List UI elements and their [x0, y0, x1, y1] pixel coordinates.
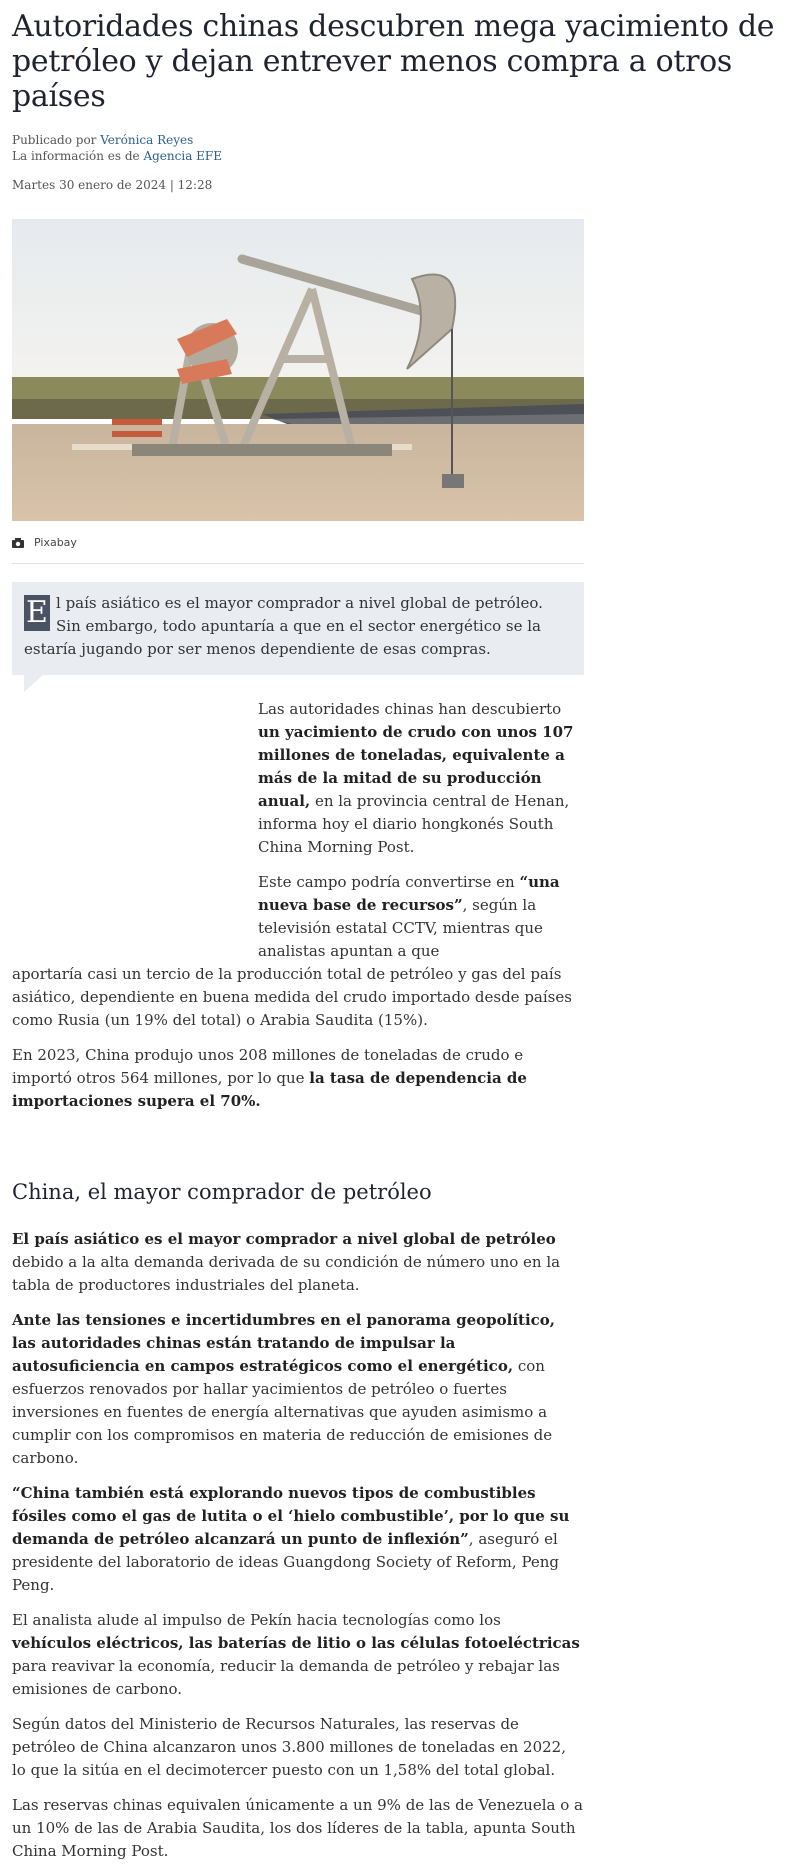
source-link[interactable]: Agencia EFE	[143, 149, 223, 164]
paragraph: El analista alude al impulso de Pekín hacia tecnologías como los vehículos eléctricos, las baterías de litio o las células fotoeléctricas para reavivar la economía, reducir la demanda de petróleo y rebajar las emisiones de carbono.	[12, 1611, 580, 1698]
byline	[12, 132, 788, 164]
paragraph: Según datos del Ministerio de Recursos Naturales, las reservas de petróleo de China alcanzaron unos 3.800 millones de toneladas en 2022, lo que la sitúa en el decimotercer puesto con un 1,58% del total global.	[12, 1715, 566, 1779]
source-prefix: La información es de	[12, 149, 140, 164]
article-body	[12, 698, 584, 1125]
photo-credit	[12, 536, 77, 549]
paragraph: En 2023, China produjo unos 208 millones de toneladas de crudo e importó otros 564 millones, por lo que la tasa de dependencia de importaciones supera el 70%.	[12, 1046, 527, 1110]
photo-credit-text: Pixabay	[34, 536, 77, 549]
pumpjack-illustration	[12, 219, 584, 521]
author-link[interactable]: Verónica Reyes	[100, 133, 194, 148]
divider	[12, 563, 584, 564]
paragraph: Las autoridades chinas han descubierto un yacimiento de crudo con unos 107 millones de toneladas, equivalente a más de la mitad de su producción anual, en la provincia central de Henan, informa hoy el diario hongkonés South China Morning Post.	[258, 700, 574, 856]
paragraph: Ante las tensiones e incertidumbres en el panorama geopolítico, las autoridades chinas están tratando de impulsar la autosuficiencia en campos estratégicos como el energético, con esfuerzos renovados por hallar yacimientos de petróleo o fuertes inversiones en fuentes de energía alternativas que ayuden asimismo a cumplir con los compromisos en materia de reducción de emisiones de carbono.	[12, 1311, 556, 1467]
paragraph: “China también está explorando nuevos tipos de combustibles fósiles como el gas de lutita o el ‘hielo combustible’, por lo que su demanda de petróleo alcanzará un punto de inflexión”, aseguró el presidente del laboratorio de ideas Guangdong Society of Reform, Peng Peng.	[12, 1484, 570, 1594]
lead-paragraph	[12, 582, 584, 675]
paragraph: Las reservas chinas equivalen únicamente a un 9% de las de Venezuela o a un 10% de las de Arabia Saudita, los dos líderes de la tabla, apunta South China Morning Post.	[12, 1796, 583, 1860]
lead-tail	[24, 674, 44, 692]
article-photo	[12, 219, 584, 521]
publish-date: Martes 30 enero de 2024 | 12:28	[12, 178, 213, 193]
drop-cap: E	[24, 595, 50, 631]
lead-text: l país asiático es el mayor comprador a nivel global de petróleo. Sin embargo, todo apuntaría a que en el sector energético se la estaría jugando por ser menos dependiente de esas compras.	[24, 594, 543, 658]
paragraph: El país asiático es el mayor comprador a nivel global de petróleo debido a la alta demanda derivada de su condición de número uno en la tabla de productores industriales del planeta.	[12, 1230, 561, 1294]
byline-prefix: Publicado por	[12, 133, 97, 148]
section-body	[12, 1228, 584, 1875]
camera-icon	[12, 538, 24, 548]
article-title: Autoridades chinas descubren mega yacimiento de petróleo y dejan entrever menos compra a otros países	[12, 9, 775, 114]
paragraph: Este campo podría convertirse en “una nueva base de recursos”, según la televisión estatal CCTV, mientras que analistas apuntan a que aportaría casi un tercio de la producción total de petróleo y gas del país asiático, dependiente en buena medida del crudo importado desde países como Rusia (un 19% del total) o Arabia Saudita (15%).	[12, 873, 572, 1029]
section-title: China, el mayor comprador de petróleo	[12, 1180, 432, 1204]
